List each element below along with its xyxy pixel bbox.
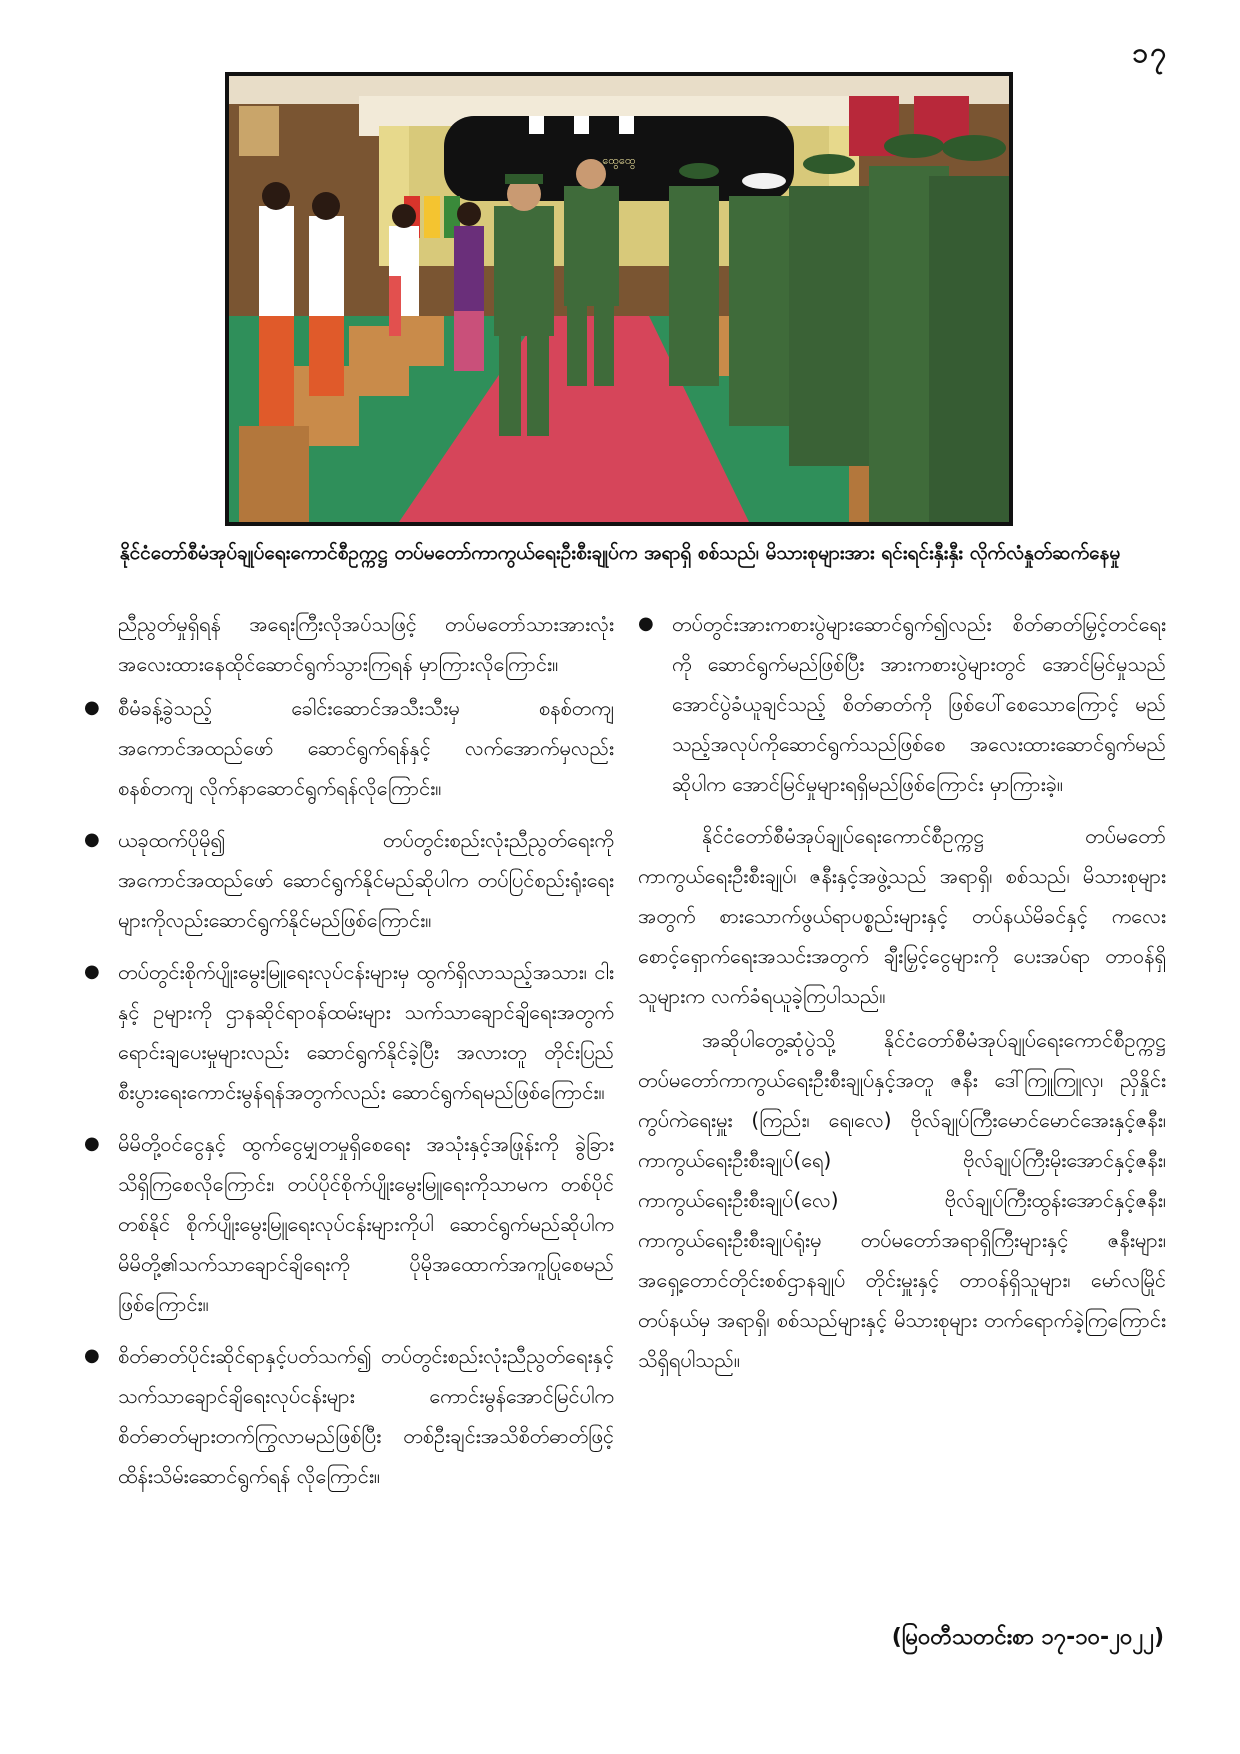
- left-bullet-list: [84, 688, 614, 1496]
- photo-caption: နိုင်ငံတော်စီမံအုပ်ချုပ်ရေးကောင်စီဥက္ကဋ္ဌ တပ်မတော်ကာကွယ်ရေးဦးစီးချုပ်က အရာရှိ စစ်သည်၊ မိသားစုများအား ရင်းရင်းနှီးနှီး လိုက်လံနှုတ်ဆက်နေမှု: [119, 542, 1121, 564]
- list-item: ● ယခုထက်ပိုမို၍ တပ်တွင်းစည်းလုံးညီညွတ်ရေးကို အကောင်အထည်ဖော် ဆောင်ရွက်နိုင်မည်ဆိုပါက တပ်ပြင်စည်းရုံးရေးများကိုလည်းဆောင်ရွက်နိုင်မည်ဖြစ်ကြောင်း။: [84, 820, 614, 940]
- list-item: ● တပ်တွင်းအားကစားပွဲများဆောင်ရွက်၍လည်း စိတ်ဓာတ်မြှင့်တင်ရေးကို ဆောင်ရွက်မည်ဖြစ်ပြီး အားကစားပွဲများတွင် အောင်မြင်မှုသည် အောင်ပွဲခံယူချင်သည့် စိတ်ဓာတ်ကို ဖြစ်ပေါ်စေသောကြောင့် မည်သည့်အလုပ်ကိုဆောင်ရွက်သည်ဖြစ်စေ အလေးထားဆောင်ရွက်မည်ဆိုပါက အောင်မြင်မှုများရရှိမည်ဖြစ်ကြောင်း မှာကြားခဲ့။: [638, 604, 1166, 804]
- list-item: ● စိတ်ဓာတ်ပိုင်းဆိုင်ရာနှင့်ပတ်သက်၍ တပ်တွင်းစည်းလုံးညီညွတ်ရေးနှင့် သက်သာချောင်ချိရေးလုပ်ငန်းများ ကောင်းမွန်အောင်မြင်ပါက စိတ်ဓာတ်များတက်ကြွလာမည်ဖြစ်ပြီး တစ်ဦးချင်းအသိစိတ်ဓာတ်ဖြင့် ထိန်းသိမ်းဆောင်ရွက်ရန် လိုကြောင်း။: [84, 1336, 614, 1496]
- source-credit: (မြဝတီသတင်းစာ ၁၇-၁၀-၂၀၂၂): [891, 1625, 1164, 1650]
- body-paragraph: အဆိုပါတွေ့ဆုံပွဲသို့ နိုင်ငံတော်စီမံအုပ်ချုပ်ရေးကောင်စီဥက္ကဋ္ဌ တပ်မတော်ကာကွယ်ရေးဦးစီးချုပ်နှင့်အတူ ဇနီး ဒေါ်ကြူကြူလှ၊ ညှိနှိုင်းကွပ်ကဲရေးမှူး (ကြည်း၊ ရေ၊လေ) ဗိုလ်ချုပ်ကြီးမောင်မောင်အေးနှင့်ဇနီး၊ ကာကွယ်ရေးဦးစီးချုပ်(ရေ) ဗိုလ်ချုပ်ကြီးမိုးအောင်နှင့်ဇနီး၊ ကာကွယ်ရေးဦးစီးချုပ်(လေ) ဗိုလ်ချုပ်ကြီးထွန်းအောင်နှင့်ဇနီး၊ ကာကွယ်ရေးဦးစီးချုပ်ရုံးမှ တပ်မတော်အရာရှိကြီးများနှင့် ဇနီးများ၊ အရှေ့တောင်တိုင်းစစ်ဌာနချုပ် တိုင်းမှူးနှင့် တာဝန်ရှိသူများ၊ မော်လမြိုင်တပ်နယ်မှ အရာရှိ၊ စစ်သည်များနှင့် မိသားစုများ တက်ရောက်ခဲ့ကြကြောင်း သိရှိရပါသည်။: [638, 1028, 1166, 1372]
- page-number: ၁၇: [1132, 36, 1168, 69]
- list-item: ● တပ်တွင်းစိုက်ပျိုးမွေးမြူရေးလုပ်ငန်းများမှ ထွက်ရှိလာသည့်အသား၊ ငါးနှင့် ဥများကို ဌာနဆိုင်ရာဝန်ထမ်းများ သက်သာချောင်ချိရေးအတွက် ရောင်းချပေးမှုများလည်း ဆောင်ရွက်နိုင်ခဲ့ပြီး အလားတူ တိုင်းပြည်စီးပွားရေးကောင်းမွန်ရန်အတွက်လည်း ဆောင်ရွက်ရမည်ဖြစ်ကြောင်း။: [84, 952, 614, 1112]
- news-photo-illustration: [229, 76, 1009, 522]
- continued-paragraph: ညီညွတ်မှုရှိရန် အရေးကြီးလိုအပ်သဖြင့် တပ်မတော်သားအားလုံး အလေးထားနေထိုင်ဆောင်ရွက်သွားကြရန် မှာကြားလိုကြောင်း။: [118, 612, 614, 676]
- list-item: ● မိမိတို့ဝင်ငွေနှင့် ထွက်ငွေမျှတမှုရှိစေရေး အသုံးနှင့်အဖြုန်းကို ခွဲခြားသိရှိကြစေလိုကြောင်း၊ တပ်ပိုင်စိုက်ပျိုးမွေးမြူရေးကိုသာမက တစ်ပိုင်တစ်နိုင် စိုက်ပျိုးမွေးမြူရေးလုပ်ငန်းများကိုပါ ဆောင်ရွက်မည်ဆိုပါက မိမိတို့၏သက်သာချောင်ချိရေးကို ပိုမိုအထောက်အကူပြုစေမည်ဖြစ်ကြောင်း။: [84, 1124, 614, 1324]
- list-item: ● စီမံခန့်ခွဲသည့် ခေါင်းဆောင်အသီးသီးမှ စနစ်တကျ အကောင်အထည်ဖော် ဆောင်ရွက်ရန်နှင့် လက်အောက်မှလည်း စနစ်တကျ လိုက်နာဆောင်ရွက်ရန်လိုကြောင်း။: [84, 688, 614, 808]
- banner-text: ထွေထွေ: [602, 154, 636, 167]
- right-bullet-list: [638, 604, 1166, 804]
- news-photo: [225, 72, 1013, 526]
- body-paragraph: နိုင်ငံတော်စီမံအုပ်ချုပ်ရေးကောင်စီဥက္ကဋ္ဌ တပ်မတော်ကာကွယ်ရေးဦးစီးချုပ်၊ ဇနီးနှင့်အဖွဲ့သည် အရာရှိ၊ စစ်သည်၊ မိသားစုများအတွက် စားသောက်ဖွယ်ရာပစ္စည်းများနှင့် တပ်နယ်မိခင်နှင့် ကလေးစောင့်ရှောက်ရေးအသင်းအတွက် ချီးမြှင့်ငွေများကို ပေးအပ်ရာ တာဝန်ရှိသူများက လက်ခံရယူခဲ့ကြပါသည်။: [638, 824, 1166, 1008]
- right-column: [638, 604, 1166, 1384]
- left-column: [84, 604, 614, 1508]
